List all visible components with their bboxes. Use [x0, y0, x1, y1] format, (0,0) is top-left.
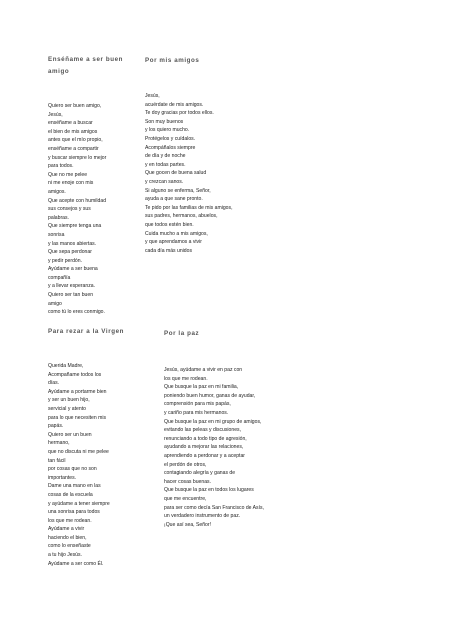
prayer-line: un verdadero instrumento de paz. — [164, 513, 241, 520]
prayer-line: Acompáñalos siempre — [145, 144, 196, 151]
prayer-line: ayuda a que sane pronto. — [145, 196, 203, 203]
prayer-line: Que no me pelee — [48, 171, 88, 178]
prayer-line: cosas de la escuela — [48, 491, 93, 498]
prayer-line: Protégelos y cuídalos. — [145, 135, 196, 142]
prayer-line: y en todas partes. — [145, 161, 186, 168]
prayer-line: para ser como decía San Francisco de Asís, — [164, 504, 264, 511]
prayer-line: Ayúdame a portarme bien — [48, 388, 107, 395]
prayer-line: Quiero ser un buen — [48, 431, 92, 438]
prayer-line: palabras. — [48, 214, 69, 221]
prayer-line: enséñame a compartir — [48, 145, 99, 152]
prayer-line: amigos. — [48, 188, 66, 195]
prayer-line: Ayúdame a ser como Él. — [48, 560, 104, 567]
prayer-line: Que busque la paz en mi grupo de amigos, — [164, 418, 262, 425]
prayer-line: sus padres, hermanos, abuelos, — [145, 213, 218, 220]
prayer-line: Que busque la paz en mi familia, — [164, 384, 239, 391]
prayer-line: Que busque la paz en todos los lugares — [164, 487, 254, 494]
prayer-line: días. — [48, 380, 60, 387]
prayer-line: Querida Madre, — [48, 363, 84, 369]
prayer-title: Por la paz — [164, 330, 200, 337]
prayer-line: y las manos abiertas. — [48, 240, 97, 247]
prayer-line: Jesús, — [48, 111, 63, 118]
prayer-line: ayudando a mejorar las relaciones, — [164, 444, 244, 451]
prayer-line: poniendo buen humor, ganas de ayudar, — [164, 392, 256, 399]
prayer-line: de día y de noche — [145, 153, 186, 160]
prayer-title: Para rezar a la Virgen — [48, 328, 125, 335]
prayer-text — [48, 362, 134, 568]
prayer-text — [48, 102, 134, 317]
prayer-line: y buscar siempre lo mejor — [48, 154, 107, 161]
prayer-line: como lo enseñaste — [48, 543, 91, 550]
prayer-line: Quiero ser tan buen — [48, 292, 94, 299]
prayer-line: Que acepte con humildad — [48, 197, 107, 204]
prayer-line: evitando las peleas y discusiones, — [164, 427, 242, 434]
prayer-line: aprendiendo a perdonar y a aceptar — [164, 452, 245, 459]
prayer-line: y ayúdame a tener siempre — [48, 500, 110, 507]
prayer-line: haciendo el bien, — [48, 534, 87, 541]
prayer-line: enséñame a buscar — [48, 120, 93, 127]
prayer-line: Si alguno se enferma, Señor, — [145, 187, 211, 194]
prayer-title: Por mis amigos — [145, 57, 200, 64]
prayer-line: Ayúdame a ser buena — [48, 266, 98, 273]
prayer-line: y pedir perdón. — [48, 257, 82, 264]
prayer-line: ¡Que así sea, Señor! — [164, 521, 212, 528]
prayer-line: Jesús, ayúdame a vivir en paz con — [164, 367, 243, 373]
prayer-line: papás. — [48, 423, 64, 430]
prayer-line: y ser un buen hijo, — [48, 397, 90, 404]
prayer-text — [145, 92, 295, 255]
prayer-line: y cariño para mis hermanos. — [164, 409, 229, 416]
prayer-line: contagiando alegría y ganas de — [164, 470, 236, 477]
prayer-line: Dame una mano en las — [48, 483, 101, 490]
prayer-line: antes que el mío propio, — [48, 137, 103, 144]
prayer-line: una sonrisa para todos — [48, 509, 100, 516]
prayer-line: los que me rodean. — [48, 517, 92, 524]
prayer-line: Te doy gracias por todos ellos. — [145, 110, 214, 117]
prayer-por-mis-amigos — [145, 55, 295, 255]
prayer-line: Que siempre tenga una — [48, 223, 102, 230]
prayer-line: renunciando a todo tipo de agresión, — [164, 435, 247, 442]
prayer-ensename-a-ser-buen-amigo — [48, 54, 134, 317]
prayer-line: que me encuentre, — [164, 495, 207, 502]
prayer-line: hermano, — [48, 440, 70, 447]
prayer-line: cada día más unidos — [145, 247, 193, 254]
prayer-line: hacer cosas buenas. — [164, 478, 212, 485]
prayer-line: el perdón de otros, — [164, 461, 207, 468]
prayer-line: y que aprendamos a vivir — [145, 239, 202, 246]
prayer-line: sus consejos y sus — [48, 206, 91, 213]
prayer-line: amigo — [48, 300, 62, 307]
prayer-para-rezar-a-la-virgen — [48, 326, 134, 568]
prayer-line: comprensión para mis papás, — [164, 401, 231, 408]
prayer-line: Son muy buenos — [145, 118, 184, 125]
prayer-line: para lo que necesiten mis — [48, 414, 107, 421]
prayer-line: el bien de mis amigos — [48, 128, 98, 135]
prayer-text — [164, 366, 364, 529]
prayer-line: Ayúdame a vivir — [48, 526, 85, 533]
prayer-line: a tu hijo Jesús. — [48, 552, 82, 559]
prayer-por-la-paz — [164, 328, 364, 529]
prayer-line: para todos. — [48, 163, 74, 170]
prayer-line: Cuida mucho a mis amigos, — [145, 230, 208, 237]
prayer-line: tan fácil — [48, 457, 66, 464]
prayer-line: Que gocen de buena salud — [145, 170, 207, 177]
prayer-title: Enséñame a ser buen amigo — [48, 56, 124, 75]
prayer-line: y crezcan sanos. — [145, 178, 184, 185]
prayer-line: los que me rodean. — [164, 375, 208, 382]
prayer-line: acuérdate de mis amigos. — [145, 101, 204, 108]
prayer-line: y a llevar esperanza. — [48, 283, 96, 290]
prayer-line: que todos estén bien. — [145, 221, 194, 228]
prayer-line: Te pido por las familias de mis amigos, — [145, 204, 233, 211]
prayer-line: sonrisa — [48, 231, 65, 238]
prayer-line: Quiero ser buen amigo, — [48, 103, 102, 109]
prayer-line: Jesús, — [145, 93, 160, 99]
prayer-line: Acompañame todos los — [48, 371, 102, 378]
prayer-line: y los quiero mucho. — [145, 127, 190, 134]
prayer-line: compañía — [48, 274, 71, 281]
prayer-line: servicial y atento — [48, 405, 86, 412]
prayer-line: importantes. — [48, 474, 77, 481]
prayer-line: como tú lo eres conmigo. — [48, 309, 105, 316]
prayer-line: Que sepa perdonar — [48, 249, 92, 256]
prayer-line: por cosas que no son — [48, 466, 97, 473]
prayer-line: que no discuta ni me pelee — [48, 448, 109, 455]
prayer-line: ni me enoje con mis — [48, 180, 94, 187]
